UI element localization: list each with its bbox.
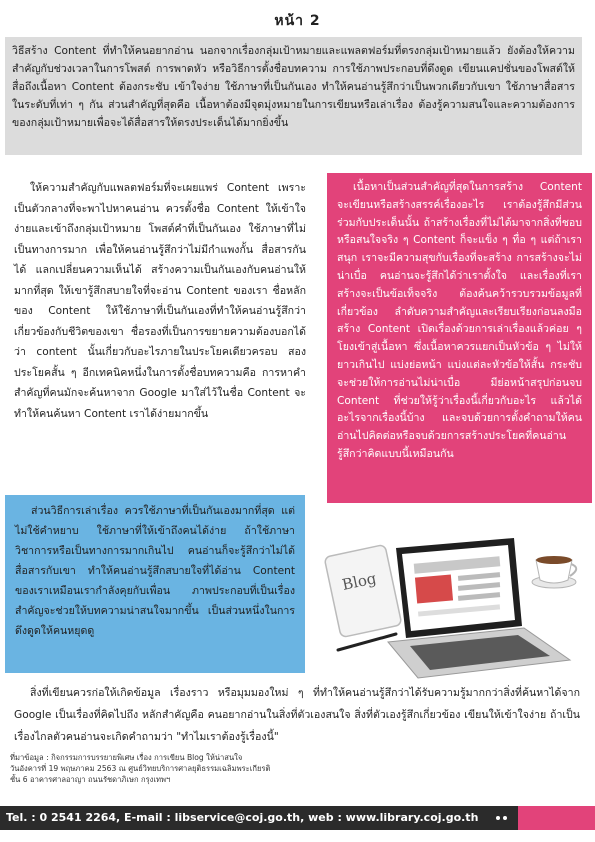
intro-paragraph: วิธีสร้าง Content ที่ทำให้คนอยากอ่าน นอกจากเรื่องกลุ่มเป้าหมายและแพลตฟอร์มที่ตรงกลุ่มเป้าหมายแล้ว ยังต้องให้ความสำคัญกับช่วงเวลาในการโพสต์ การพาดหัว หรือวิธีการตั้งชื่อบทความ การใช้ภาพประกอบที่ดึงดูด เขียนแคปชั่นของโพสต์ให้สื่อถึงเนื้อหา Content ต้องกระชับ เข้าใจง่าย ใช้ภาษาที่เป็นกันเอง ทำให้คนอ่านรู้สึกว่าเป็นพวกเดียวกับเขา ใช้ภาษาสื่อสารในระดับที่เท่า ๆ กัน ส่วนสำคัญที่สุดคือ เนื้อหาต้องมีจุดมุ่งหมายในการเขียนหรือเล่าเรื่อง ต้องรู้ความสนใจและความต้องการของกลุ่มเป้าหมายเพื่อจะได้สื่อสารให้ตรงประเด็นได้มากยิ่งขึ้น <box>12 45 575 129</box>
footer-accent <box>518 806 595 830</box>
blog-label: Blog <box>340 569 378 594</box>
platform-section <box>10 178 310 478</box>
closing-paragraph: สิ่งที่เขียนควรก่อให้เกิดข้อมูล เรื่องราว หรือมุมมองใหม่ ๆ ที่ทำให้คนอ่านรู้สึกว่าได้รับความรู้มากกว่าสิ่งที่ค้นหาได้จาก Google เป็นเรื่องที่คิดไปถึง หลักสำคัญคือ คนอยากอ่านในสิ่งที่ตัวเองสนใจ สิ่งที่ตัวเองรู้สึกเกี่ยวข้อง เขียนให้เข้าใจง่าย ถ้าเป็นเรื่องไกลตัวคนอ่านจะเกิดคำถามว่า "ทำไมเราต้องรู้เรื่องนี้" <box>14 687 580 743</box>
source-note <box>10 752 570 785</box>
storytelling-paragraph: ส่วนวิธีการเล่าเรื่อง ควรใช้ภาษาที่เป็นกันเองมากที่สุด แต่ไม่ใช้คำหยาบ ใช้ภาษาที่ให้เข้าถึงคนได้ง่าย ถ้าใช้ภาษาวิชาการหรือเป็นทางการมากเกินไป คนอ่านก็จะรู้สึกว่าไม่ได้สื่อสารกับเขา ทำให้คนอ่านรู้สึกสบายใจที่ได้อ่าน Content ของเราเหมือนเรากำลังคุยกับเพื่อน ภาพประกอบที่เป็นเรื่องสำคัญจะช่วยให้บทความน่าสนใจมากขึ้น เป็นส่วนหนึ่งในการดึงดูดให้คนหยุดดู <box>15 505 295 637</box>
storytelling-box <box>5 495 305 673</box>
content-core-box <box>327 173 592 503</box>
source-line-3: ชั้น 6 อาคารศาลอาญา ถนนรัชดาภิเษก กรุงเทพฯ <box>10 775 171 784</box>
coffee-cup-icon <box>532 556 576 588</box>
footer-dots-icon <box>496 816 510 840</box>
content-core-paragraph: เนื้อหาเป็นส่วนสำคัญที่สุดในการสร้าง Content จะเขียนหรือสร้างสรรค์เรื่องอะไร เราต้องรู้สึกมีส่วนร่วมกับประเด็นนั้น ถ้าสร้างเรื่องที่ไม่ได้มาจากสิ่งที่ชอบหรือสนใจจริง ๆ Content ก็จะแข็ง ๆ ทื่อ ๆ แต่ถ้าเราสนุก เราจะมีความสุขกับเรื่องที่จะสร้าง การสร้างจะไม่น่าเบื่อ คนอ่านจะรู้สึกได้ว่าเราตั้งใจ และเรื่องที่เราสร้างจะเป็นข้อเท็จจริง ต้องค้นคว้ารวบรวมข้อมูลที่เกี่ยวข้อง ลำดับความสำคัญและเรียบเรียงก่อนลงมือสร้าง Content เปิดเรื่องด้วยการเล่าเรื่องแล้วค่อย ๆ โยงเข้าสู่เนื้อหา ซึ่งเนื้อหาควรแยกเป็นหัวข้อ ๆ ไม่ให้ยาวเกินไป แบ่งย่อหน้า แบ่งแต่ละหัวข้อให้สั้น กระชับ จะช่วยให้การอ่านไม่น่าเบื่อ มีย่อหน้าสรุปก่อนจบ Content ที่ช่วยให้รู้ว่าเรื่องนี้เกี่ยวกับอะไร แล้วได้อะไรจากเรื่องนี้บ้าง และจบด้วยการตั้งคำถามให้คนอ่านไปคิดต่อหรือจบด้วยการสร้างประโยคที่คนอ่านรู้สึกว่าคิดแบบนี้เหมือนกัน <box>337 181 582 460</box>
intro-box <box>5 37 582 155</box>
platform-paragraph: ให้ความสำคัญกับแพลตฟอร์มที่จะเผยแพร่ Content เพราะเป็นตัวกลางที่จะพาไปหาคนอ่าน ควรตั้งชื่อ Content ให้เข้าใจง่ายและเข้าถึงกลุ่มเป้าหมาย โพสต์คำที่เป็นกันเอง ใช้ภาษาที่ไม่เป็นทางการมาก เพื่อให้คนอ่านรู้สึกว่าไม่มีกำแพงกั้น สื่อสารกันได้ แลกเปลี่ยนความเห็นได้ สร้างความเป็นกันเองกับคนอ่านให้มากที่สุด ให้เขารู้สึกสบายใจที่จะอ่าน Content ของเรา ชื่อหลักของ Content ให้ใช้ภาษาที่เป็นกันเองที่ทำให้คนอ่านรู้สึกว่าเกี่ยวข้องกับชีวิตของเขา ชื่อรองที่เป็นการขยายความต้องบอกได้ว่า content นั้นเกี่ยวกับอะไรภายในประโยคเดียวครอบ สองประโยคสั้น ๆ อีกเทคนิคหนึ่งในการตั้งชื่อบทความคือ การหาคำสำคัญที่คนมักจะค้นหาจาก Google มาใส่ไว้ในชื่อ Content จะทำให้คนค้นหา Content เราได้ง่ายมากขึ้น <box>14 182 306 420</box>
footer-contact: Tel. : 0 2541 2264, E-mail : libservice@coj.go.th, web : www.library.coj.go.th <box>6 811 479 824</box>
source-line-2: วันอังคารที่ 19 พฤษภาคม 2563 ณ ศูนย์วิทยบริการศาลยุติธรรมเฉลิมพระเกียรติ <box>10 764 271 773</box>
page-title: หน้า 2 <box>274 13 321 29</box>
tablet-icon <box>324 544 402 637</box>
footer-bar <box>0 806 595 830</box>
closing-section <box>8 682 586 750</box>
source-line-1: ที่มาข้อมูล : กิจกรรมการบรรยายพิเศษ เรื่อง การเขียน Blog ให้น่าสนใจ <box>10 753 243 762</box>
blog-laptop-illustration <box>318 530 588 680</box>
